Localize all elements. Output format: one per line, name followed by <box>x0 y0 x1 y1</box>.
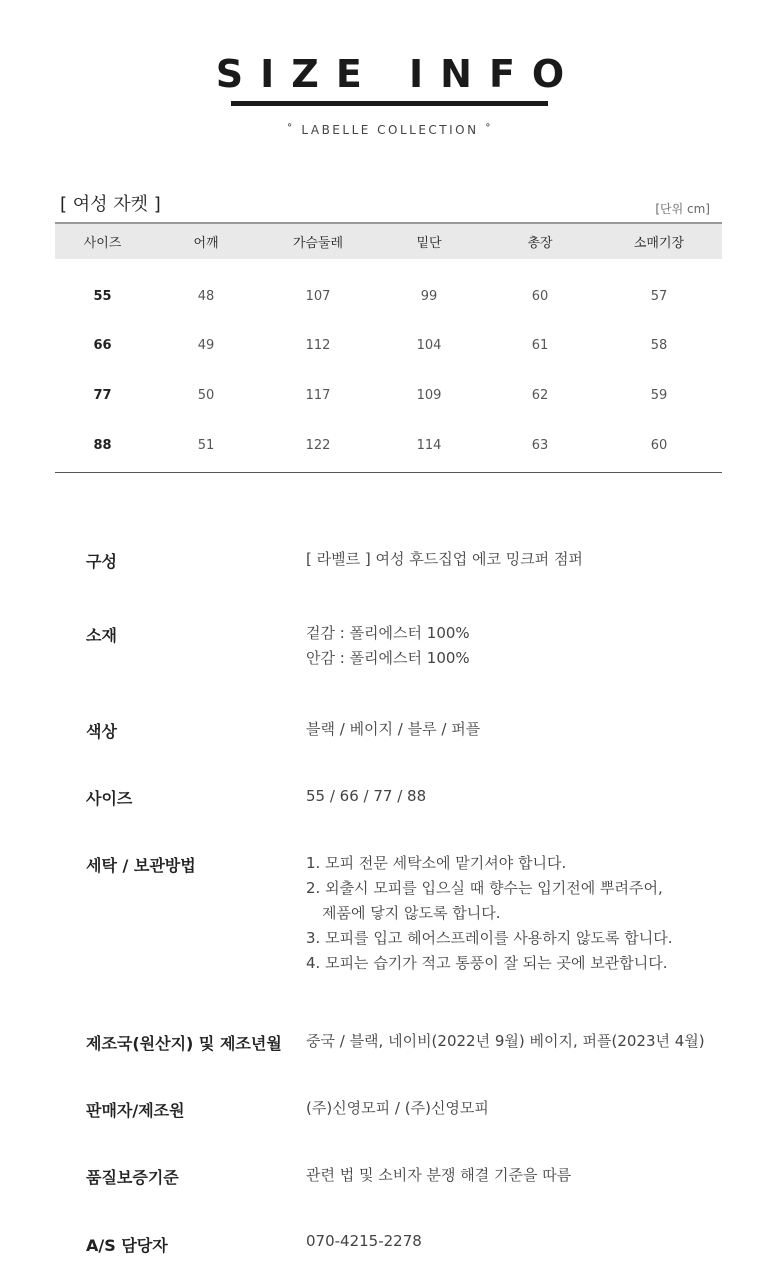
color-label: 색상 <box>86 722 117 741</box>
sizes-value: 55 / 66 / 77 / 88 <box>306 787 427 805</box>
table-row <box>55 259 722 321</box>
care-instruction: 4. 모피는 습기가 적고 통풍이 잘 되는 곳에 보관합니다. <box>306 954 668 972</box>
care-value <box>306 851 672 976</box>
table-cell: 57 <box>650 288 668 304</box>
care-instruction: 2. 외출시 모피를 입으실 때 향수는 입기전에 뿌려주어, <box>306 879 663 897</box>
care-instruction: 3. 모피를 입고 헤어스프레이를 사용하지 않도록 합니다. <box>306 929 673 947</box>
title-underline <box>231 101 548 106</box>
table-cell: 60 <box>596 420 722 472</box>
table-cell: 114 <box>374 420 484 472</box>
table-cell: 109 <box>416 387 442 403</box>
size-cell: 77 <box>93 387 112 403</box>
material-line: 겉감 : 폴리에스터 100% <box>306 624 470 642</box>
column-header: 밑단 <box>374 223 484 259</box>
care-instruction: 1. 모피 전문 세탁소에 맡기셔야 합니다. <box>306 854 567 872</box>
table-cell: 60 <box>531 288 549 304</box>
seller-value: (주)신영모피 / (주)신영모피 <box>306 1099 489 1117</box>
warranty-value: 관련 법 및 소비자 분쟁 해결 기준을 따름 <box>306 1166 572 1184</box>
table-cell: 49 <box>197 338 215 354</box>
brand-subtitle: ˚ LABELLE COLLECTION ˚ <box>286 123 494 137</box>
table-row <box>55 420 722 472</box>
column-header: 소매기장 <box>596 223 722 259</box>
composition-label: 구성 <box>86 552 117 571</box>
size-cell: 88 <box>55 420 150 472</box>
column-header: 가슴둘레 <box>262 223 374 259</box>
table-cell: 107 <box>305 288 331 304</box>
size-table <box>55 222 722 473</box>
table-header-row <box>55 223 722 259</box>
material-label: 소재 <box>86 626 117 645</box>
table-cell: 63 <box>484 420 596 472</box>
material-value <box>306 621 470 671</box>
table-cell: 50 <box>197 387 215 403</box>
size-cell: 55 <box>93 288 112 304</box>
table-cell: 58 <box>650 338 668 354</box>
as-contact-label: A/S 담당자 <box>86 1236 168 1255</box>
material-line: 안감 : 폴리에스터 100% <box>306 649 470 667</box>
origin-label: 제조국(원산지) 및 제조년월 <box>86 1034 282 1053</box>
composition-value: [ 라벨르 ] 여성 후드집업 에코 밍크퍼 점퍼 <box>306 550 583 568</box>
origin-value: 중국 / 블랙, 네이비(2022년 9월) 베이지, 퍼플(2023년 4월) <box>306 1032 705 1050</box>
as-contact-phone: 070-4215-2278 <box>306 1232 422 1250</box>
size-cell: 66 <box>93 338 112 354</box>
table-cell: 51 <box>150 420 262 472</box>
column-header: 총장 <box>484 223 596 259</box>
size-section-label: [ 여성 자켓 ] <box>60 194 161 215</box>
table-cell: 59 <box>650 387 668 403</box>
table-cell: 104 <box>416 338 442 354</box>
column-header: 어깨 <box>150 223 262 259</box>
care-instruction: 제품에 닿지 않도록 합니다. <box>322 904 501 922</box>
unit-label: [단위 cm] <box>655 202 710 216</box>
table-cell: 117 <box>305 387 331 403</box>
warranty-label: 품질보증기준 <box>86 1168 179 1187</box>
column-header: 사이즈 <box>55 223 150 259</box>
color-value: 블랙 / 베이지 / 블루 / 퍼플 <box>306 720 481 738</box>
table-row <box>55 371 722 421</box>
table-cell: 112 <box>305 338 331 354</box>
table-cell: 62 <box>531 387 549 403</box>
table-row <box>55 321 722 371</box>
seller-label: 판매자/제조원 <box>86 1101 185 1120</box>
table-cell: 122 <box>262 420 374 472</box>
care-label: 세탁 / 보관방법 <box>86 856 196 875</box>
table-cell: 48 <box>197 288 215 304</box>
sizes-label: 사이즈 <box>86 789 133 808</box>
table-cell: 61 <box>531 338 549 354</box>
page-title: SIZE INFO <box>215 52 582 96</box>
table-cell: 99 <box>420 288 438 304</box>
